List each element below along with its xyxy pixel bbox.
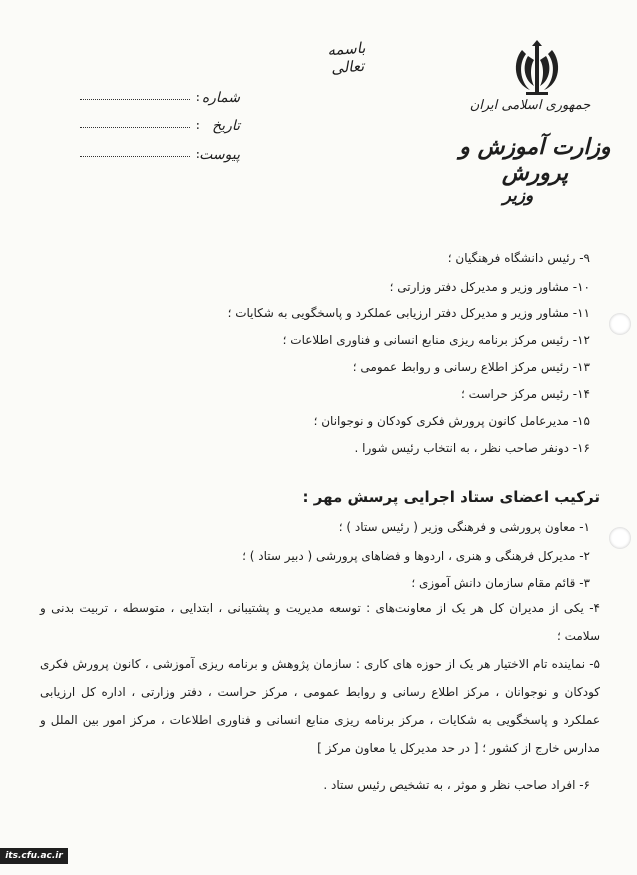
iran-emblem-icon bbox=[508, 40, 566, 98]
exec-paragraph: ۵- نماینده تام الاختیار هر یک از حوزه های کاری : سازمان پژوهش و برنامه ریزی آموزشی ، کانون پرورش فکری کودکان و نوجوانان ، مرکز اطلاع رسانی و روابط عمومی ، مرکز حراست ، دفتر وزارتی ، اداره کل ارزیابی عملکرد و پاسخگویی به شکایات ، مرکز برنامه ریزی منابع انسانی و فناوری اطلاعات ، مرکز امور بین الملل و مدارس خارج از کشور ؛ [ در حد مدیرکل یا معاون مرکز ] bbox=[40, 657, 600, 755]
meta-date bbox=[80, 118, 240, 136]
council-item: ۱۱- مشاور وزیر و مدیرکل دفتر ارزیابی عملکرد و پاسخگویی به شکایات ؛ bbox=[227, 306, 590, 320]
council-item: ۱۵- مدیرعامل کانون پرورش فکری کودکان و نوجوانان ؛ bbox=[313, 414, 590, 428]
council-item: ۱۰- مشاور وزیر و مدیرکل دفتر وزارتی ؛ bbox=[389, 280, 590, 294]
council-item: ۱۳- رئیس مرکز اطلاع رسانی و روابط عمومی ؛ bbox=[352, 360, 590, 374]
meta-date-colon: : bbox=[195, 118, 200, 133]
exec-paragraph: ۴- یکی از مدیران کل هر یک از معاونت‌های : توسعه مدیریت و پشتیبانی ، ابتدایی ، متوسطه ، تربیت بدنی و سلامت ؛ bbox=[40, 601, 600, 643]
council-item: ۹- رئیس دانشگاه فرهنگیان ؛ bbox=[447, 251, 590, 265]
invocation-heading: باسمه تعالی bbox=[326, 38, 366, 78]
exec-item: ۳- قائم مقام سازمان دانش آموزی ؛ bbox=[411, 576, 590, 590]
meta-attachment-dots bbox=[80, 156, 190, 157]
meta-number-dots bbox=[80, 99, 190, 100]
republic-title: جمهوری اسلامی ایران bbox=[469, 98, 591, 113]
council-item: ۱۲- رئیس مرکز برنامه ریزی منابع انسانی و فناوری اطلاعات ؛ bbox=[282, 333, 590, 347]
punch-hole bbox=[609, 527, 631, 549]
exec-item: ۲- مدیرکل فرهنگی و هنری ، اردوها و فضاهای پرورشی ( دبیر ستاد ) ؛ bbox=[242, 549, 590, 563]
meta-attachment bbox=[80, 147, 240, 165]
footer-logo: its.cfu.ac.ir bbox=[0, 848, 68, 864]
meta-date-dots bbox=[80, 127, 190, 128]
meta-attachment-label: پیوست bbox=[199, 147, 240, 163]
office-title: وزیر bbox=[502, 186, 534, 206]
ministry-title: وزارت آموزش و پرورش bbox=[459, 134, 611, 186]
exec-item: ۶- افراد صاحب نظر و موثر ، به تشخیص رئیس ستاد . bbox=[323, 778, 590, 792]
section-title: ترکیب اعضای ستاد اجرایی پرسش مهر : bbox=[302, 488, 600, 506]
meta-number bbox=[80, 90, 240, 108]
meta-attachment-colon: : bbox=[195, 147, 200, 162]
punch-hole bbox=[609, 313, 631, 335]
exec-item: ۱- معاون پرورشی و فرهنگی وزیر ( رئیس ستاد ) ؛ bbox=[338, 520, 590, 534]
meta-date-label: تاریخ bbox=[212, 118, 240, 134]
council-item: ۱۶- دونفر صاحب نظر ، به انتخاب رئیس شورا . bbox=[354, 441, 590, 455]
meta-number-colon: : bbox=[195, 90, 200, 105]
council-item: ۱۴- رئیس مرکز حراست ؛ bbox=[461, 387, 590, 401]
meta-number-label: شماره bbox=[201, 90, 240, 106]
